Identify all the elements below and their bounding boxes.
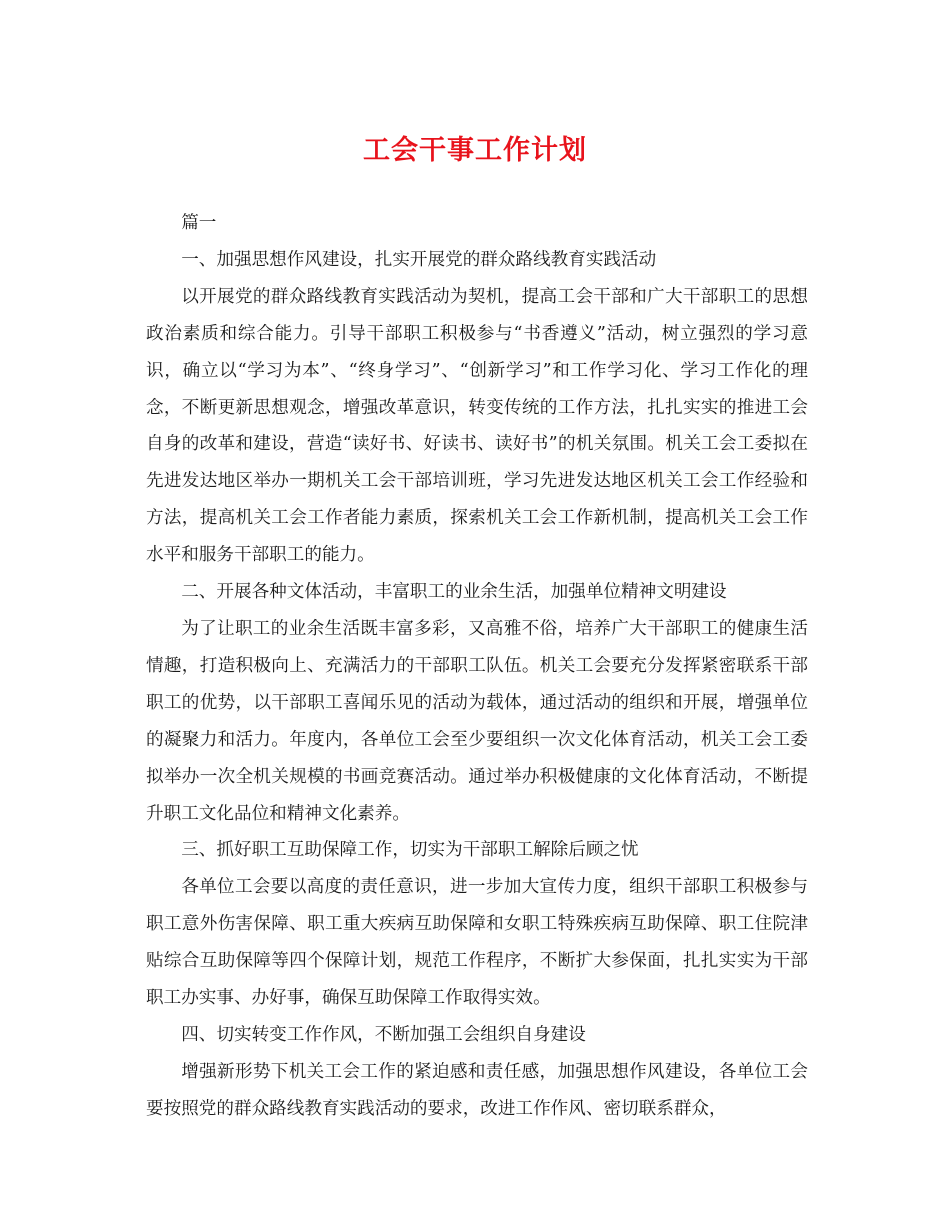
document-title: 工会干事工作计划 [363, 135, 587, 166]
paragraph-2: 为了让职工的业余生活既丰富多彩，又高雅不俗，培养广大干部职工的健康生活情趣，打造积极向上、充满活力的干部职工队伍。机关工会要充分发挥紧密联系干部职工的优势，以干部职工喜闻乐见的活动为载体，通过活动的组织和开展，增强单位的凝聚力和活力。年度内，各单位工会至少要组织一次文化体育活动，机关工会工委拟举办一次全机关规模的书画竞赛活动。通过举办积极健康的文化体育活动，不断提升职工文化品位和精神文化素养。 [146, 618, 808, 824]
section-heading-4: 四、切实转变工作作风，不断加强工会组织自身建设 [181, 1024, 586, 1045]
paragraph-1: 以开展党的群众路线教育实践活动为契机，提高工会干部和广大干部职工的思想政治素质和综合能力。引导干部职工积极参与“书香遵义”活动，树立强烈的学习意识，确立以“学习为本”、“终身学习”、“创新学习”和工作学习化、学习工作化的理念，不断更新思想观念，增强改革意识，转变传统的工作方法，扎扎实实的推进工会自身的改革和建设，营造“读好书、好读书、读好书”的机关氛围。机关工会工委拟在先进发达地区举办一期机关工会干部培训班，学习先进发达地区机关工会工作经验和方法，提高机关工会工作者能力素质，探索机关工会工作新机制，提高机关工会工作水平和服务干部职工的能力。 [146, 286, 808, 566]
section-heading-3: 三、抓好职工互助保障工作，切实为干部职工解除后顾之忧 [181, 840, 639, 861]
section-heading-1: 一、加强思想作风建设，扎实开展党的群众路线教育实践活动 [181, 249, 657, 270]
section-label: 篇一 [181, 213, 217, 233]
paragraph-3: 各单位工会要以高度的责任意识，进一步加大宣传力度，组织干部职工积极参与职工意外伤害保障、职工重大疾病互助保障和女职工特殊疾病互助保障、职工住院津贴综合互助保障等四个保障计划，规范工作程序，不断扩大参保面，扎扎实实为干部职工办实事、办好事，确保互助保障工作取得实效。 [146, 877, 808, 1009]
paragraph-4: 增强新形势下机关工会工作的紧迫感和责任感，加强思想作风建设，各单位工会要按照党的群众路线教育实践活动的要求，改进工作作风、密切联系群众， [146, 1061, 808, 1119]
document-body [146, 205, 808, 1128]
section-heading-2: 二、开展各种文体活动，丰富职工的业余生活，加强单位精神文明建设 [181, 582, 727, 603]
